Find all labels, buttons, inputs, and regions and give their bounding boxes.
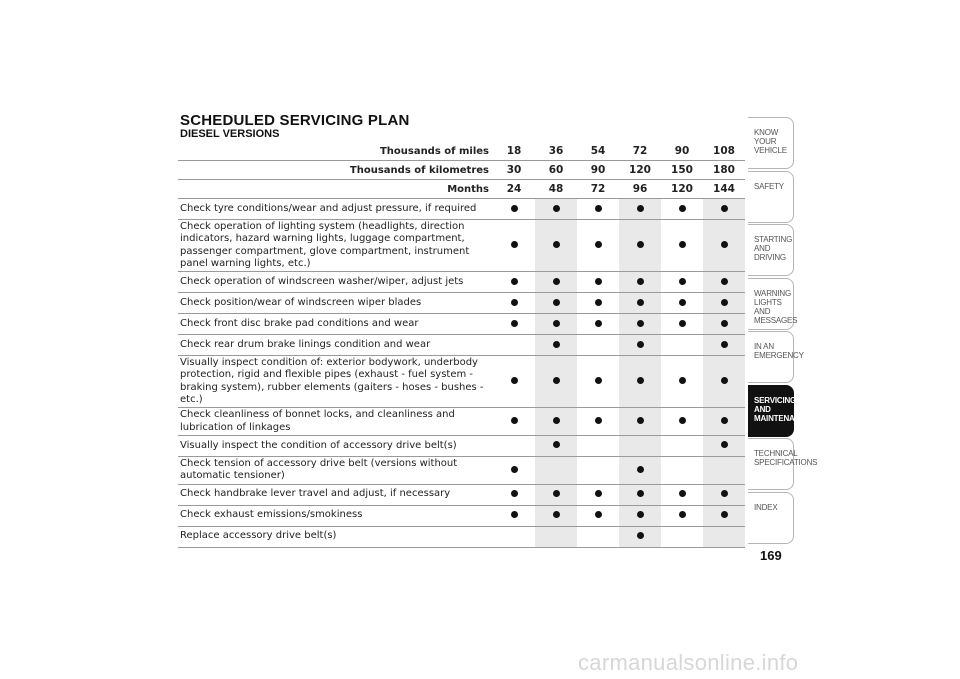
header-value: 54 xyxy=(577,142,619,161)
interval-cell xyxy=(577,220,619,272)
interval-cell xyxy=(703,293,745,314)
header-value: 24 xyxy=(493,180,535,199)
interval-cell xyxy=(619,314,661,335)
service-required-dot xyxy=(595,490,602,497)
interval-cell xyxy=(535,456,577,484)
service-required-dot xyxy=(679,511,686,518)
header-label: Thousands of miles xyxy=(178,142,493,161)
service-required-dot xyxy=(721,511,728,518)
chapter-tab[interactable] xyxy=(748,331,804,383)
interval-cell xyxy=(577,456,619,484)
interval-cell xyxy=(493,505,535,526)
service-required-dot xyxy=(679,490,686,497)
service-required-dot xyxy=(721,278,728,285)
task-description: Visually inspect the condition of accessory drive belt(s) xyxy=(178,435,493,456)
interval-cell xyxy=(703,272,745,293)
interval-cell xyxy=(619,272,661,293)
header-row xyxy=(178,142,745,161)
interval-cell xyxy=(661,272,703,293)
service-required-dot xyxy=(721,490,728,497)
service-required-dot xyxy=(553,299,560,306)
service-required-dot xyxy=(679,241,686,248)
interval-cell xyxy=(661,335,703,356)
interval-cell xyxy=(493,356,535,408)
interval-cell xyxy=(535,272,577,293)
chapter-tab[interactable] xyxy=(748,438,818,490)
watermark: carmanualsonline.info xyxy=(578,650,799,675)
interval-cell xyxy=(661,505,703,526)
section-subtitle: DIESEL VERSIONS xyxy=(180,128,280,140)
interval-cell xyxy=(661,526,703,547)
service-required-dot xyxy=(595,278,602,285)
chapter-tab-label: SERVICING AND MAINTENANCE xyxy=(754,395,811,423)
service-required-dot xyxy=(511,417,518,424)
table-row xyxy=(178,314,745,335)
interval-cell xyxy=(619,435,661,456)
interval-cell xyxy=(493,314,535,335)
chapter-tab-label: STARTING AND DRIVING xyxy=(754,235,793,262)
service-required-dot xyxy=(721,441,728,448)
service-required-dot xyxy=(637,320,644,327)
header-value: 30 xyxy=(493,161,535,180)
interval-cell xyxy=(661,456,703,484)
header-value: 96 xyxy=(619,180,661,199)
service-required-dot xyxy=(721,241,728,248)
service-required-dot xyxy=(595,511,602,518)
interval-cell xyxy=(703,314,745,335)
page-title: SCHEDULED SERVICING PLAN xyxy=(180,112,410,129)
service-required-dot xyxy=(511,205,518,212)
service-required-dot xyxy=(595,417,602,424)
table-row xyxy=(178,408,745,436)
page-number: 169 xyxy=(760,548,782,563)
service-required-dot xyxy=(721,299,728,306)
table-row xyxy=(178,356,745,408)
chapter-tab[interactable] xyxy=(748,171,794,223)
service-required-dot xyxy=(637,205,644,212)
service-required-dot xyxy=(553,320,560,327)
service-required-dot xyxy=(553,341,560,348)
service-required-dot xyxy=(553,417,560,424)
chapter-tab-label: WARNING LIGHTS AND MESSAGES xyxy=(754,288,798,325)
service-required-dot xyxy=(553,490,560,497)
service-required-dot xyxy=(511,466,518,473)
interval-cell xyxy=(535,220,577,272)
service-required-dot xyxy=(553,511,560,518)
interval-cell xyxy=(703,356,745,408)
interval-cell xyxy=(577,526,619,547)
interval-cell xyxy=(535,505,577,526)
task-description: Check operation of lighting system (headlights, direction indicators, hazard warning lights, luggage compartment, passenger compartment, glove compartment, instrument panel warning lights, etc.) xyxy=(178,220,493,272)
service-required-dot xyxy=(637,466,644,473)
interval-cell xyxy=(535,435,577,456)
interval-cell xyxy=(703,456,745,484)
service-required-dot xyxy=(595,377,602,384)
interval-cell xyxy=(535,526,577,547)
task-description: Check position/wear of windscreen wiper blades xyxy=(178,293,493,314)
chapter-tab-label: KNOW YOUR VEHICLE xyxy=(754,128,787,155)
task-description: Check front disc brake pad conditions and wear xyxy=(178,314,493,335)
interval-cell xyxy=(577,314,619,335)
interval-cell xyxy=(493,220,535,272)
interval-cell xyxy=(577,335,619,356)
interval-cell xyxy=(577,435,619,456)
header-value: 72 xyxy=(577,180,619,199)
task-description: Check rear drum brake linings condition and wear xyxy=(178,335,493,356)
interval-cell xyxy=(577,199,619,220)
header-value: 36 xyxy=(535,142,577,161)
table-row xyxy=(178,435,745,456)
task-description: Check tension of accessory drive belt (versions without automatic tensioner) xyxy=(178,456,493,484)
interval-cell xyxy=(577,484,619,505)
table-row xyxy=(178,456,745,484)
interval-cell xyxy=(703,484,745,505)
interval-cell xyxy=(619,408,661,436)
header-value: 120 xyxy=(619,161,661,180)
service-required-dot xyxy=(721,205,728,212)
task-description: Visually inspect condition of: exterior bodywork, underbody protection, rigid and flexible pipes (exhaust - fuel system - braking system), rubber elements (gaiters - hoses - bushes - etc.) xyxy=(178,356,493,408)
interval-cell xyxy=(535,335,577,356)
service-required-dot xyxy=(637,490,644,497)
interval-cell xyxy=(535,356,577,408)
interval-cell xyxy=(619,456,661,484)
service-required-dot xyxy=(721,320,728,327)
header-row xyxy=(178,180,745,199)
table-row xyxy=(178,505,745,526)
interval-cell xyxy=(535,293,577,314)
header-value: 90 xyxy=(661,142,703,161)
interval-cell xyxy=(703,335,745,356)
interval-cell xyxy=(661,356,703,408)
interval-cell xyxy=(493,484,535,505)
service-required-dot xyxy=(637,341,644,348)
interval-cell xyxy=(577,505,619,526)
service-required-dot xyxy=(637,377,644,384)
interval-cell xyxy=(661,435,703,456)
header-row xyxy=(178,161,745,180)
header-value: 150 xyxy=(661,161,703,180)
header-value: 180 xyxy=(703,161,745,180)
interval-cell xyxy=(619,293,661,314)
chapter-tab[interactable] xyxy=(748,117,794,169)
chapter-tab-label: TECHNICAL SPECIFICATIONS xyxy=(754,449,818,467)
service-required-dot xyxy=(553,241,560,248)
service-required-dot xyxy=(637,278,644,285)
interval-cell xyxy=(661,220,703,272)
service-required-dot xyxy=(637,241,644,248)
interval-cell xyxy=(703,220,745,272)
table-row xyxy=(178,220,745,272)
interval-cell xyxy=(493,526,535,547)
interval-cell xyxy=(619,220,661,272)
task-description: Check operation of windscreen washer/wiper, adjust jets xyxy=(178,272,493,293)
interval-cell xyxy=(703,435,745,456)
interval-cell xyxy=(493,435,535,456)
interval-cell xyxy=(619,484,661,505)
service-required-dot xyxy=(679,205,686,212)
header-value: 18 xyxy=(493,142,535,161)
chapter-tab[interactable] xyxy=(748,224,794,276)
interval-cell xyxy=(577,293,619,314)
table-row xyxy=(178,484,745,505)
chapter-tab[interactable] xyxy=(748,278,798,330)
table-row xyxy=(178,272,745,293)
table-row xyxy=(178,293,745,314)
service-required-dot xyxy=(511,320,518,327)
interval-cell xyxy=(619,526,661,547)
header-label: Thousands of kilometres xyxy=(178,161,493,180)
interval-cell xyxy=(703,199,745,220)
header-value: 120 xyxy=(661,180,703,199)
task-description: Check exhaust emissions/smokiness xyxy=(178,505,493,526)
chapter-tab[interactable] xyxy=(748,492,794,544)
service-required-dot xyxy=(553,441,560,448)
interval-cell xyxy=(577,272,619,293)
header-value: 72 xyxy=(619,142,661,161)
service-required-dot xyxy=(679,278,686,285)
interval-cell xyxy=(493,293,535,314)
interval-cell xyxy=(661,484,703,505)
interval-cell xyxy=(493,199,535,220)
service-required-dot xyxy=(511,511,518,518)
service-required-dot xyxy=(553,377,560,384)
service-required-dot xyxy=(637,511,644,518)
interval-cell xyxy=(661,199,703,220)
service-required-dot xyxy=(679,377,686,384)
service-required-dot xyxy=(511,490,518,497)
service-required-dot xyxy=(595,320,602,327)
interval-cell xyxy=(619,199,661,220)
service-required-dot xyxy=(637,299,644,306)
interval-cell xyxy=(619,335,661,356)
chapter-tab-label: IN AN EMERGENCY xyxy=(754,342,804,360)
interval-cell xyxy=(535,484,577,505)
service-required-dot xyxy=(511,241,518,248)
service-required-dot xyxy=(511,278,518,285)
interval-cell xyxy=(703,526,745,547)
header-value: 90 xyxy=(577,161,619,180)
interval-cell xyxy=(661,293,703,314)
service-required-dot xyxy=(721,377,728,384)
service-required-dot xyxy=(679,299,686,306)
service-required-dot xyxy=(595,205,602,212)
interval-cell xyxy=(703,408,745,436)
interval-cell xyxy=(493,408,535,436)
service-required-dot xyxy=(637,417,644,424)
interval-cell xyxy=(535,408,577,436)
task-description: Replace accessory drive belt(s) xyxy=(178,526,493,547)
service-required-dot xyxy=(553,205,560,212)
interval-cell xyxy=(619,505,661,526)
table-row xyxy=(178,199,745,220)
service-required-dot xyxy=(679,417,686,424)
header-value: 60 xyxy=(535,161,577,180)
interval-cell xyxy=(493,335,535,356)
interval-cell xyxy=(619,356,661,408)
interval-cell xyxy=(661,408,703,436)
task-description: Check tyre conditions/wear and adjust pressure, if required xyxy=(178,199,493,220)
header-value: 144 xyxy=(703,180,745,199)
task-description: Check handbrake lever travel and adjust, if necessary xyxy=(178,484,493,505)
table-row xyxy=(178,526,745,547)
chapter-tab-label: INDEX xyxy=(754,502,778,512)
service-required-dot xyxy=(511,299,518,306)
interval-cell xyxy=(535,314,577,335)
service-required-dot xyxy=(595,241,602,248)
service-required-dot xyxy=(595,299,602,306)
header-label: Months xyxy=(178,180,493,199)
chapter-tab-label: SAFETY xyxy=(754,181,784,191)
header-value: 48 xyxy=(535,180,577,199)
header-value: 108 xyxy=(703,142,745,161)
interval-cell xyxy=(703,505,745,526)
interval-cell xyxy=(493,272,535,293)
interval-cell xyxy=(493,456,535,484)
service-required-dot xyxy=(721,417,728,424)
service-required-dot xyxy=(721,341,728,348)
servicing-table xyxy=(178,142,745,548)
interval-cell xyxy=(577,356,619,408)
table-row xyxy=(178,335,745,356)
chapter-tab[interactable] xyxy=(748,385,811,437)
service-required-dot xyxy=(637,532,644,539)
interval-cell xyxy=(535,199,577,220)
service-required-dot xyxy=(553,278,560,285)
service-required-dot xyxy=(511,377,518,384)
interval-cell xyxy=(577,408,619,436)
service-required-dot xyxy=(679,320,686,327)
interval-cell xyxy=(661,314,703,335)
task-description: Check cleanliness of bonnet locks, and cleanliness and lubrication of linkages xyxy=(178,408,493,436)
